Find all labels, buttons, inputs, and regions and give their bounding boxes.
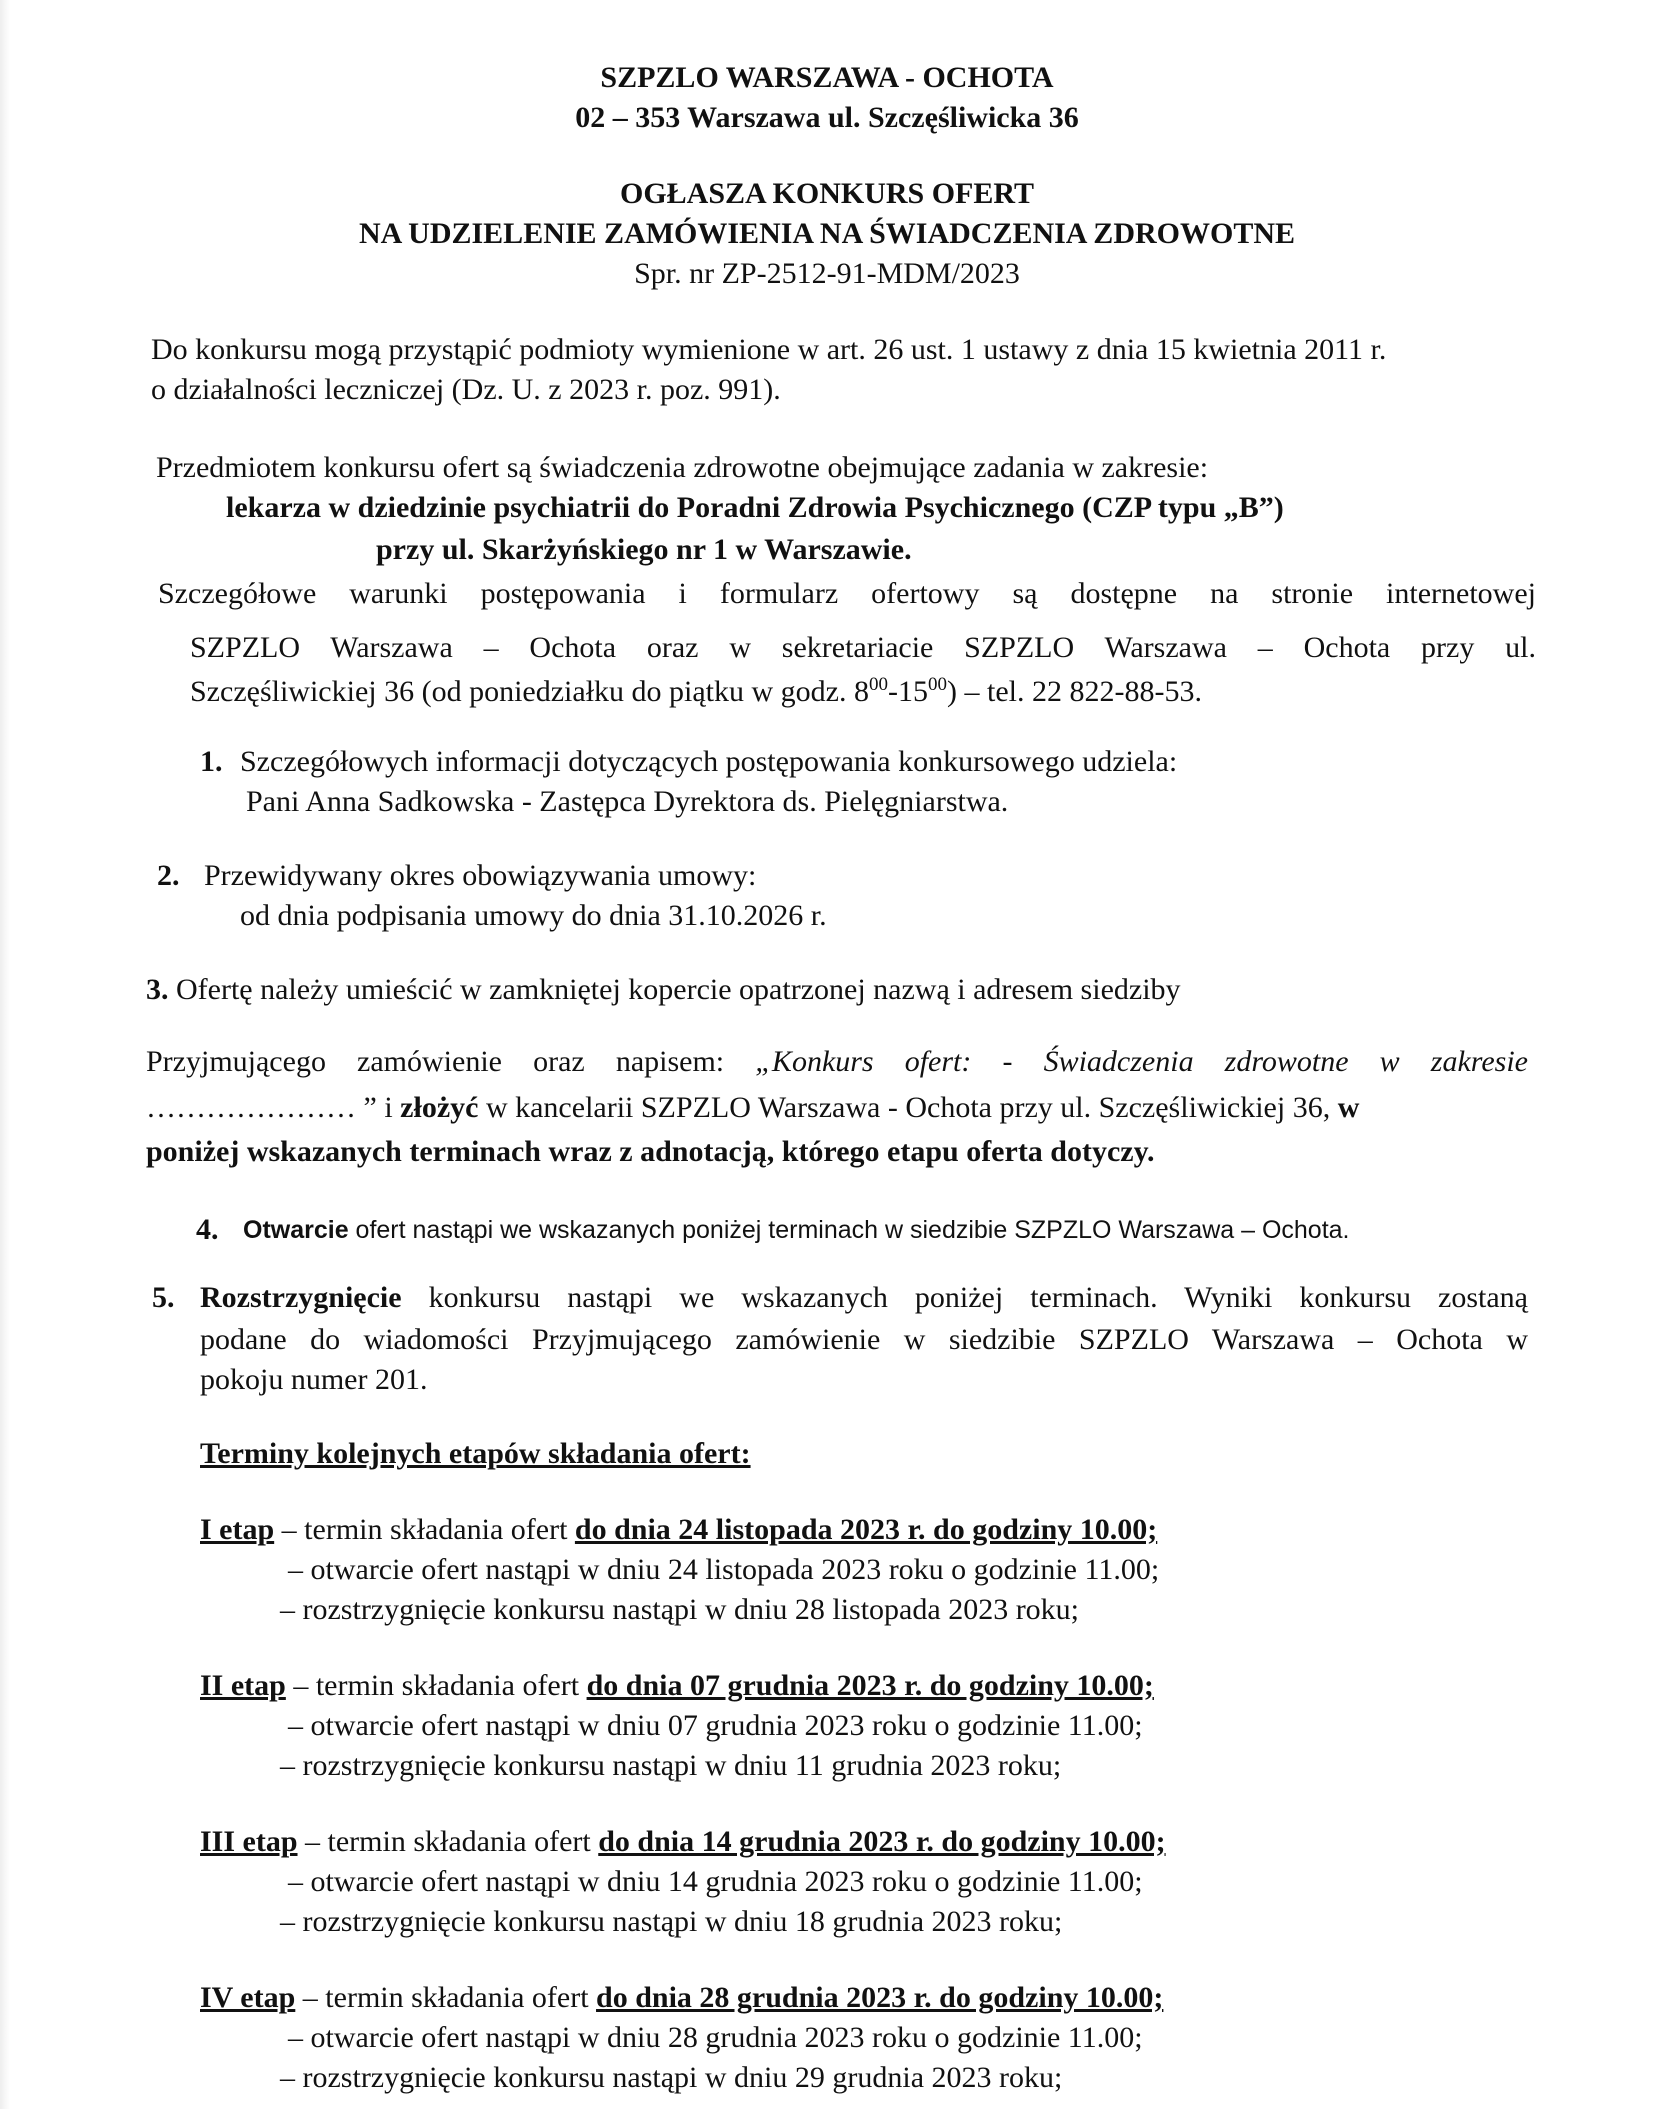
item-3-line3: ………………… ” i złożyć w kancelarii SZPZLO Warszawa - Ochota przy ul. Szczęśliwickiej 36, w (146, 1091, 1360, 1124)
scan-edge (0, 0, 10, 2109)
item-4-number: 4. (196, 1213, 219, 1246)
intro-line1: Do konkursu mogą przystąpić podmioty wymienione w art. 26 ust. 1 ustawy z dnia 15 kwietnia 2011 r. (151, 333, 1387, 366)
stage-1-resolution: – rozstrzygnięcie konkursu nastąpi w dniu 28 listopada 2023 roku; (280, 1593, 1080, 1626)
announce-title-line1: OGŁASZA KONKURS OFERT (619, 177, 1035, 210)
org-name: SZPZLO WARSZAWA - OCHOTA (600, 61, 1054, 94)
stage-4-opening: – otwarcie ofert nastąpi w dniu 28 grudnia 2023 roku o godzinie 11.00; (288, 2021, 1143, 2054)
item-2-line1: Przewidywany okres obowiązywania umowy: (204, 859, 757, 892)
item-5-line2: podane do wiadomości Przyjmującego zamówienie w siedzibie SZPZLO Warszawa – Ochota w (200, 1323, 1528, 1356)
stage-2-opening: – otwarcie ofert nastąpi w dniu 07 grudnia 2023 roku o godzinie 11.00; (288, 1709, 1143, 1742)
intro-line2: o działalności leczniczej (Dz. U. z 2023 r. poz. 991). (151, 373, 781, 406)
stage-4-deadline-line: IV etap – termin składania ofert do dnia 28 grudnia 2023 r. do godziny 10.00; (200, 1981, 1164, 2014)
stage-1-deadline-line: I etap – termin składania ofert do dnia 24 listopada 2023 r. do godziny 10.00; (200, 1513, 1158, 1546)
item-5-number: 5. (152, 1281, 175, 1314)
item-3-line1: 3. Ofertę należy umieścić w zamkniętej kopercie opatrzonej nazwą i adresem siedziby (146, 973, 1181, 1006)
org-address: 02 – 353 Warszawa ul. Szczęśliwicka 36 (575, 101, 1079, 134)
item-1-line2: Pani Anna Sadkowska - Zastępca Dyrektora ds. Pielęgniarstwa. (246, 785, 1009, 818)
details-line3: Szczęśliwickiej 36 (od poniedziałku do piątku w godz. $8^{00}-15^{00}$) – tel. 22 822-88-53. (190, 674, 1202, 708)
stage-3-resolution: – rozstrzygnięcie konkursu nastąpi w dniu 18 grudnia 2023 roku; (280, 1905, 1063, 1938)
item-1-line1: Szczegółowych informacji dotyczących postępowania konkursowego udziela: (240, 745, 1178, 778)
subject-line3: przy ul. Skarżyńskiego nr 1 w Warszawie. (376, 533, 912, 566)
stages-heading: Terminy kolejnych etapów składania ofert: (200, 1437, 751, 1470)
stage-2-deadline-line: II etap – termin składania ofert do dnia 07 grudnia 2023 r. do godziny 10.00; (200, 1669, 1154, 1702)
details-line1: Szczegółowe warunki postępowania i formularz ofertowy są dostępne na stronie internetowej (158, 577, 1536, 610)
stage-4-resolution: – rozstrzygnięcie konkursu nastąpi w dniu 29 grudnia 2023 roku; (280, 2061, 1063, 2094)
item-4-text: Otwarcie ofert nastąpi we wskazanych poniżej terminach w siedzibie SZPZLO Warszawa – Ochota. (243, 1216, 1350, 1244)
stage-3-deadline-line: III etap – termin składania ofert do dnia 14 grudnia 2023 r. do godziny 10.00; (200, 1825, 1166, 1858)
stage-3-opening: – otwarcie ofert nastąpi w dniu 14 grudnia 2023 roku o godzinie 11.00; (288, 1865, 1143, 1898)
details-line2: SZPZLO Warszawa – Ochota oraz w sekretariacie SZPZLO Warszawa – Ochota przy ul. (190, 631, 1536, 664)
stage-2-resolution: – rozstrzygnięcie konkursu nastąpi w dniu 11 grudnia 2023 roku; (280, 1749, 1062, 1782)
item-2-line2: od dnia podpisania umowy do dnia 31.10.2026 r. (240, 899, 827, 932)
subject-line2: lekarza w dziedzinie psychiatrii do Poradni Zdrowia Psychicznego (CZP typu „B”) (226, 491, 1284, 524)
item-2-number: 2. (157, 859, 180, 892)
subject-line1: Przedmiotem konkursu ofert są świadczenia zdrowotne obejmujące zadania w zakresie: (156, 451, 1209, 484)
item-3-line2: Przyjmującego zamówienie oraz napisem: „Konkurs ofert: - Świadczenia zdrowotne w zakresie (146, 1045, 1528, 1078)
case-number: Spr. nr ZP-2512-91-MDM/2023 (634, 257, 1020, 290)
announce-title-line2: NA UDZIELENIE ZAMÓWIENIA NA ŚWIADCZENIA ZDROWOTNE (358, 217, 1296, 250)
item-5-line1: Rozstrzygnięcie konkursu nastąpi we wskazanych poniżej terminach. Wyniki konkursu zostaną (200, 1281, 1528, 1314)
item-3-line4: poniżej wskazanych terminach wraz z adnotacją, którego etapu oferta dotyczy. (146, 1135, 1155, 1168)
item-1-number: 1. (200, 745, 223, 778)
stage-1-opening: – otwarcie ofert nastąpi w dniu 24 listopada 2023 roku o godzinie 11.00; (288, 1553, 1160, 1586)
item-5-line3: pokoju numer 201. (200, 1363, 428, 1396)
